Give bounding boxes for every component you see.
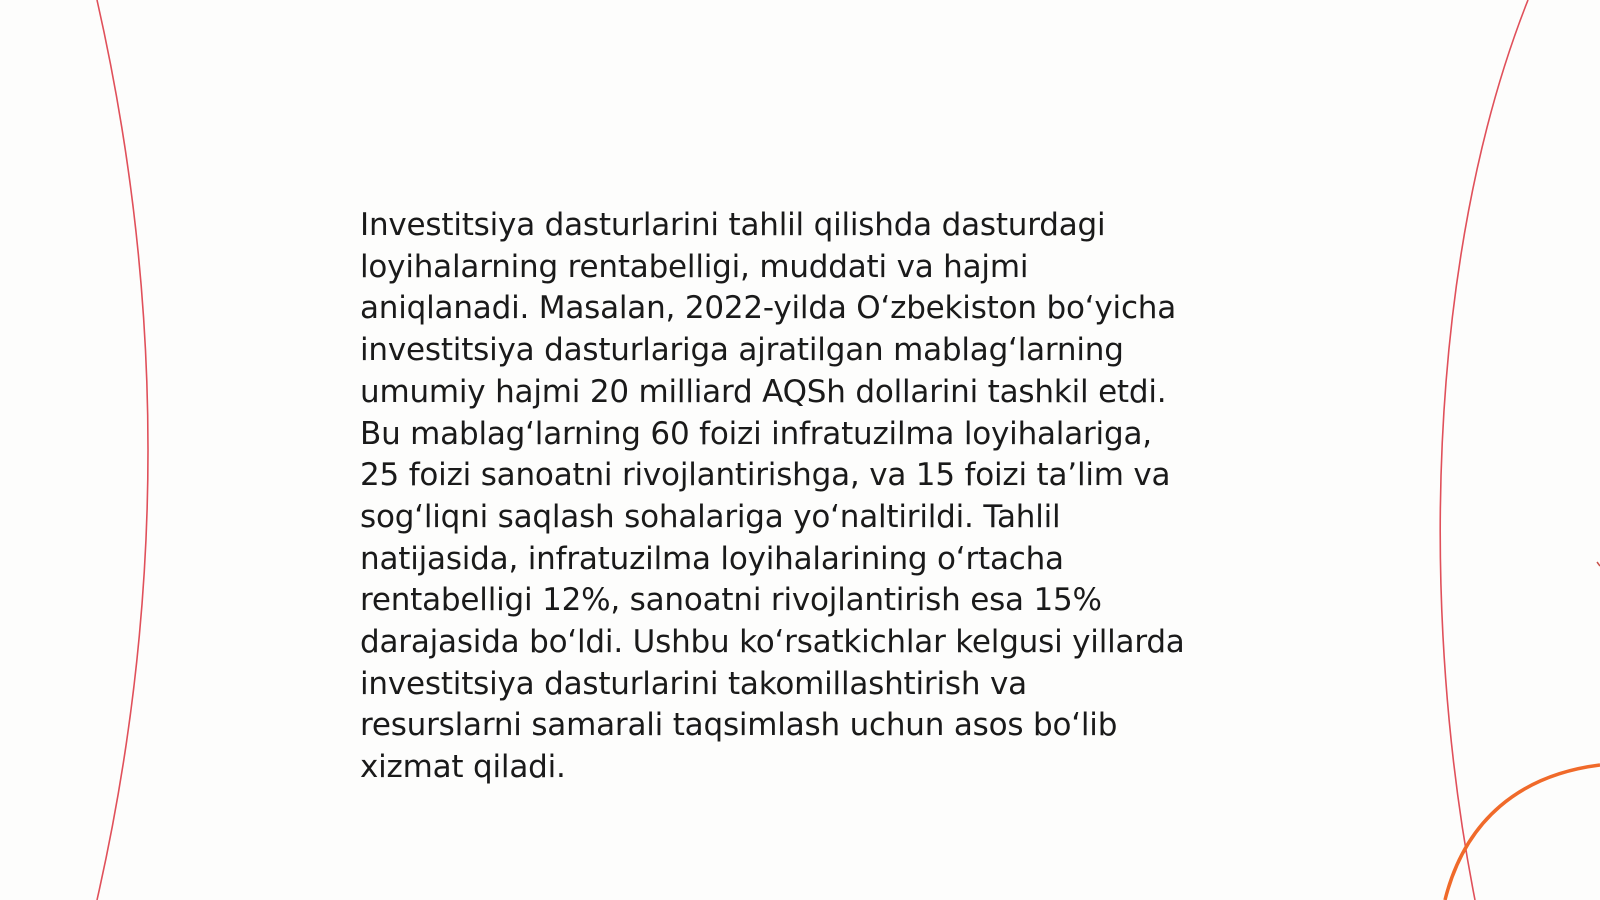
- body-line: aniqlanadi. Masalan, 2022-yilda O‘zbekiston bo‘yicha: [360, 290, 1177, 327]
- body-line: natijasida, infratuzilma loyihalarining o‘rtacha: [360, 540, 1064, 577]
- body-line: loyihalarning rentabelligi, muddati va hajmi: [360, 248, 1029, 285]
- body-line: rentabelligi 12%, sanoatni rivojlantirish esa 15%: [360, 582, 1102, 619]
- right-curve: [1440, 0, 1528, 900]
- body-line: investitsiya dasturlarini takomillashtirish va: [360, 665, 1027, 702]
- left-curve: [97, 0, 148, 900]
- body-line: xizmat qiladi.: [360, 749, 566, 786]
- body-paragraph: [360, 205, 1240, 789]
- body-line: investitsiya dasturlariga ajratilgan mablag‘larning: [360, 332, 1124, 369]
- body-line: sog‘liqni saqlash sohalariga yo‘naltirildi. Tahlil: [360, 498, 1061, 535]
- accent-arc: [1445, 765, 1600, 900]
- body-line: Investitsiya dasturlarini tahlil qilishda dasturdagi: [360, 207, 1106, 243]
- body-line: darajasida bo‘ldi. Ushbu ko‘rsatkichlar kelgusi yillarda: [360, 624, 1185, 661]
- body-line: 25 foizi sanoatni rivojlantirishga, va 15 foizi ta’lim va: [360, 457, 1171, 494]
- body-line: resurslarni samarali taqsimlash uchun asos bo‘lib: [360, 707, 1118, 744]
- body-line: Bu mablag‘larning 60 foizi infratuzilma loyihalariga,: [360, 415, 1152, 452]
- body-line: umumiy hajmi 20 milliard AQSh dollarini tashkil etdi.: [360, 373, 1167, 410]
